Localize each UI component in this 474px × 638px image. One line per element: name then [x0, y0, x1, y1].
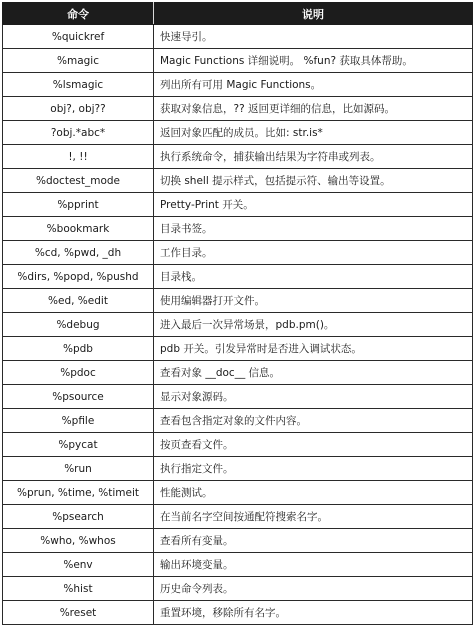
table-row	[3, 193, 473, 217]
command-cell: %pprint	[3, 193, 154, 217]
description-cell: 执行系统命令，捕获输出结果为字符串或列表。	[154, 145, 473, 169]
command-cell: %hist	[3, 577, 154, 601]
table-row	[3, 385, 473, 409]
command-cell: obj?, obj??	[3, 97, 154, 121]
command-cell: %pfile	[3, 409, 154, 433]
command-cell: %who, %whos	[3, 529, 154, 553]
command-cell: %quickref	[3, 25, 154, 49]
description-cell: 显示对象源码。	[154, 385, 473, 409]
description-cell: 快速导引。	[154, 25, 473, 49]
description-cell: pdb 开关。引发异常时是否进入调试状态。	[154, 337, 473, 361]
command-cell: %pdoc	[3, 361, 154, 385]
command-cell: %magic	[3, 49, 154, 73]
description-cell: 进入最后一次异常场景，pdb.pm()。	[154, 313, 473, 337]
table-row	[3, 289, 473, 313]
table-row	[3, 577, 473, 601]
description-cell: 按页查看文件。	[154, 433, 473, 457]
table-row	[3, 265, 473, 289]
column-header-command: 命令	[3, 3, 154, 25]
table-row	[3, 73, 473, 97]
command-cell: %pycat	[3, 433, 154, 457]
table-row	[3, 601, 473, 625]
description-cell: 切换 shell 提示样式，包括提示符、输出等设置。	[154, 169, 473, 193]
command-cell: %psource	[3, 385, 154, 409]
table-row	[3, 25, 473, 49]
command-cell: %cd, %pwd, _dh	[3, 241, 154, 265]
table-row	[3, 553, 473, 577]
command-cell: !, !!	[3, 145, 154, 169]
description-cell: 使用编辑器打开文件。	[154, 289, 473, 313]
table-row	[3, 529, 473, 553]
command-cell: %lsmagic	[3, 73, 154, 97]
command-cell: %pdb	[3, 337, 154, 361]
table-row	[3, 145, 473, 169]
table-row	[3, 241, 473, 265]
description-cell: 查看对象 __doc__ 信息。	[154, 361, 473, 385]
table-row	[3, 433, 473, 457]
command-cell: %reset	[3, 601, 154, 625]
description-cell: 在当前名字空间按通配符搜索名字。	[154, 505, 473, 529]
command-cell: %psearch	[3, 505, 154, 529]
description-cell: 目录栈。	[154, 265, 473, 289]
command-table-container	[2, 2, 472, 625]
description-cell: 历史命令列表。	[154, 577, 473, 601]
description-cell: 执行指定文件。	[154, 457, 473, 481]
command-cell: ?obj.*abc*	[3, 121, 154, 145]
column-header-description: 说明	[154, 3, 473, 25]
description-cell: 目录书签。	[154, 217, 473, 241]
description-cell: 工作目录。	[154, 241, 473, 265]
table-body	[3, 25, 473, 625]
description-cell: Magic Functions 详细说明。 %fun? 获取具体帮助。	[154, 49, 473, 73]
command-cell: %prun, %time, %timeit	[3, 481, 154, 505]
description-cell: 列出所有可用 Magic Functions。	[154, 73, 473, 97]
description-cell: 性能测试。	[154, 481, 473, 505]
description-cell: 查看包含指定对象的文件内容。	[154, 409, 473, 433]
table-row	[3, 169, 473, 193]
table-row	[3, 361, 473, 385]
command-cell: %doctest_mode	[3, 169, 154, 193]
table-row	[3, 481, 473, 505]
table-row	[3, 49, 473, 73]
table-header-row	[3, 3, 473, 25]
description-cell: 查看所有变量。	[154, 529, 473, 553]
table-row	[3, 217, 473, 241]
table-row	[3, 121, 473, 145]
command-cell: %dirs, %popd, %pushd	[3, 265, 154, 289]
description-cell: 获取对象信息，?? 返回更详细的信息，比如源码。	[154, 97, 473, 121]
command-cell: %ed, %edit	[3, 289, 154, 313]
ipython-command-table	[2, 2, 473, 625]
table-row	[3, 337, 473, 361]
description-cell: Pretty-Print 开关。	[154, 193, 473, 217]
table-row	[3, 409, 473, 433]
description-cell: 输出环境变量。	[154, 553, 473, 577]
table-row	[3, 313, 473, 337]
table-row	[3, 97, 473, 121]
table-row	[3, 505, 473, 529]
description-cell: 重置环境，移除所有名字。	[154, 601, 473, 625]
command-cell: %run	[3, 457, 154, 481]
command-cell: %env	[3, 553, 154, 577]
description-cell: 返回对象匹配的成员。比如: str.is*	[154, 121, 473, 145]
command-cell: %debug	[3, 313, 154, 337]
table-row	[3, 457, 473, 481]
command-cell: %bookmark	[3, 217, 154, 241]
